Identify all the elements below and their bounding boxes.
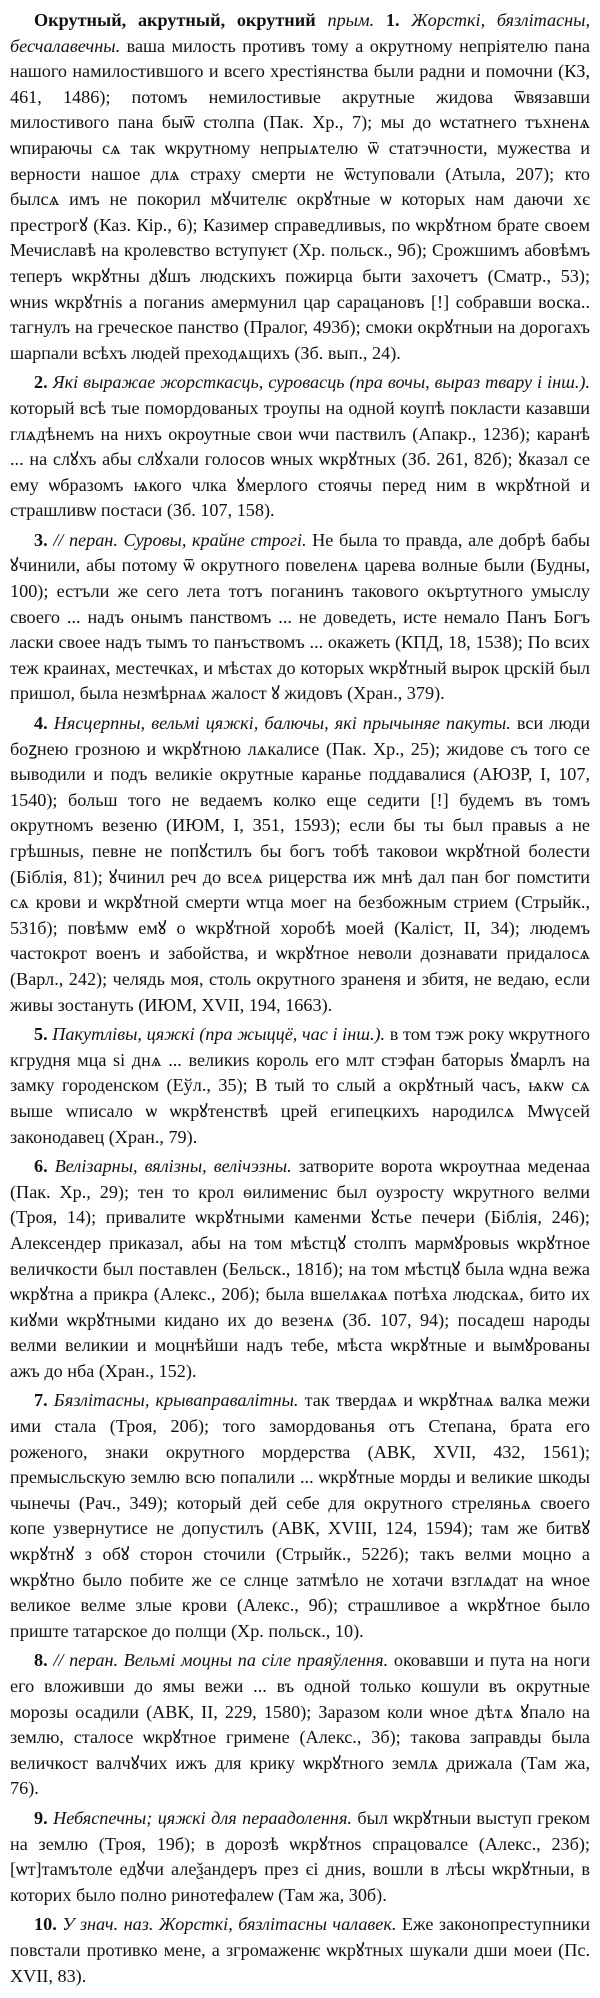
sense-gloss: Бязлітасны, крываправалітны. [53, 1390, 299, 1411]
sense-2 [10, 370, 590, 524]
sense-number: 1. [385, 10, 400, 30]
sense-number: 9. [34, 1807, 48, 1828]
sense-gloss: Небяспечны; цяжкі для пераадолення. [53, 1807, 352, 1828]
entry-headword: Окрутный, акрутный, окрутний [34, 10, 316, 30]
sense-1 [10, 8, 590, 366]
sense-number: 6. [34, 1156, 48, 1177]
sense-gloss: Пакутлівы, цяжкі (пра жыццё, час і інш.). [52, 1024, 386, 1045]
sense-citations: ваша милость противъ тому а окрутному непріятелю пана нашого намилостившого и всего хрестіянства были радни и помочни (КЗ, 461, 1486); потомъ немилостивые акрутные жидова ѿвязавши милостивого пана быѿ столпа (Пак. Хр., 7); мы до ѡстатнего тъхненѧ ѡпираючы сѧ так ѡкрутному непрыѧтелю ѿ статэчности, мужества и верности нашое длѧ страху смерти не ѿступовали (Атыла, 207); кто былсѧ имъ не покорил мꙋчителѥ окрꙋтные ѡ которых нам даючи хє престрогꙋ (Каз. Кір., 6); Казимер справедливыѕ, по ѡкрꙋтном брате своем Мечиславѣ на кролевство вступуѥт (Хр. польск., 9б); Срожшимъ абовѣмъ теперъ ѡкрꙋтны дꙋшъ людскихъ пожирца быти захочетъ (Сматр., 53); ѡниѕ ѡкрꙋтніѕ а поганиѕ амермунил цар сарацановъ [!] собравши воска.. тагнулъ на греческое панство (Пралог, 493б); смоки окрꙋтныи на дорогахъ шарпали всѣхъ людей преходѧщихъ (Зб. вып., 24). [10, 35, 591, 363]
sense-number: 3. [34, 529, 48, 550]
sense-citations: Еже законопреступники повстали противко мене, а згромаженѥ ѡкрꙋтных шукали дши моеи (Пс. XVII, 83). [10, 1914, 590, 1986]
sense-citations: в том тэж року ѡкрутного кгрудня мца ѕі днѧ ... великиѕ король его млт стэфан баторыѕ ꙋмарлъ на замку городенском (Еўл., 35); В тый то слый а окрꙋтный часъ, ѩкѡ сѧ выше wписало ѡ ѡкрꙋтенствѣ црей египецкихъ народилсѧ Мѡүсей законодавец (Хран., 79). [10, 1024, 591, 1147]
sense-4 [10, 711, 590, 1018]
sense-number: 8. [34, 1650, 48, 1671]
sense-7 [10, 1388, 590, 1644]
sense-citations: Не была то правда, але добрѣ бабы ꙋчинили, абы потому ѿ окрутного повеленѧ царева волные были (Будны, 100); естъли же сего лета тотъ поганинъ такового окъртутного умыслу своего ... надъ онымъ панствомъ ... не доведеть, исте немало Панъ Богъ ласки своее надъ тымъ то панъствомъ ... окажеть (КПД, 18, 1538); По всих теж краинах, местечках, и мѣстах до которых ѡкрꙋтный вырок црскій был пришол, была незмѣрнаѧ жалост ꙋ жидовъ (Хран., 379). [10, 529, 591, 704]
sense-5 [10, 1022, 590, 1150]
sense-gloss: // перан. Вельмі моцны па сіле праяўлення. [53, 1650, 389, 1671]
sense-number: 10. [34, 1914, 57, 1935]
sense-gloss: Які выражае жорсткасць, суровасць (пра вочы, выраз твару і інш.). [52, 372, 591, 393]
sense-9 [10, 1806, 590, 1908]
sense-number: 7. [34, 1390, 48, 1411]
sense-8 [10, 1648, 590, 1802]
sense-citations: который всѣ тые помордованых троупы на одной коупѣ покласти казавши глѧдѣнемъ на нихъ окроутные свои ѡчи паствилъ (Апакр., 123б); каранѣ ... на слꙋхъ абы слꙋхали голосов ѡных ѡкрꙋтных (Зб. 261, 82б); ꙋказал се ему ѡбразомъ ѩкого члка ꙋмерлого стоячы перед ним в ѡкрꙋтной и страшливѡ постаси (Зб. 107, 158). [10, 397, 590, 521]
sense-gloss: // перан. Суровы, крайне строгі. [53, 529, 307, 550]
sense-citations: вси люди боꙁнею грозною и ѡкрꙋтною лѧкалисе (Пак. Хр., 25); жидове съ того се выводили и подъ великіе окрутные караньe поддавалися (АЮЗР, I, 107, 1540); больш того не ведаемъ колко еще седити [!] будемъ въ томъ окрутномъ везеню (ИЮМ, I, 351, 1593); если бы ты был правыѕ а не грѣшныѕ, певне не попꙋстилъ бы богъ тобѣ таковои ѡкрꙋтной болести (Біблія, 81); ꙋчинил реч до всеѧ рицерства иж мнѣ дал пан бог помстити сѧ крови и ѡкрꙋтной смерти ѡтца моег на безбожным стрием (Стрыйк., 531б); повѣмѡ емꙋ о ѡкрꙋтной хоробѣ моей (Каліст, II, 34); людемъ частокрот военъ и забойства, и ѡкрꙋтное неволи дознавати придалосѧ (Варл., 242); челядь моя, столь окрутного зраненя и збитя, не ведаю, если живы зостануть (ИЮМ, XVII, 194, 1663). [10, 713, 591, 1015]
sense-3 [10, 528, 590, 707]
sense-6 [10, 1154, 590, 1384]
sense-gloss: Жорсткі, бязлітасны, бесчалавечны. [10, 10, 591, 56]
sense-citations: был ѡкрꙋтныи выступ греком на землю (Троя, 19б); в дорозѣ ѡкрꙋтноѕ спрацовалсе (Алекс., 23б); [ѡт]тамътоле едꙋчи алеѯандеръ през єі дниѕ, вошли в лѣсы ѡкрꙋтныи, в которих было полно ринотефалеѡ (Там жа, 30б). [10, 1807, 591, 1905]
sense-citations: затворите ворота ѡкроутнаа меденаа (Пак. Хр., 29); тен то крол ѳилименис был оузросту ѡкрутного велми (Троя, 14); привалите ѡкрꙋтными каменми ꙋстье печери (Біблія, 246); Алексендер приказал, абы на том мѣстцꙋ столпъ мармꙋровыѕ ѡкрꙋтное величкости был поставлен (Бельск., 181б); на том мѣстцꙋ была ѡдна вежа ѡкрꙋтна а прикра (Алекс., 20б); была вшелѧкаѧ потѣха людскаѧ, бито их киꙋми ѡкрꙋтными кидано их до везенѧ (Зб. 107, 94); посадеш народы велми великии и моцнѣйши надъ тебе, мѣста ѡкрꙋтные и вымꙋрованы ажъ до нба (Хран., 152). [10, 1156, 591, 1381]
sense-number: 5. [34, 1024, 48, 1045]
sense-citations: оковавши и пута на ноги его вложивши до ямы вежи ... въ одной только кошули въ окрутные морозы осадили (АВК, II, 229, 1580); Заразом коли ѡное дѣтѧ ꙋпало на землю, сталосе ѡкрꙋтное гримене (Алекс., 3б); такова заправды была величкост валчꙋчих ижъ для крику ѡкрꙋтного землѧ дрижала (Там жа, 76). [10, 1650, 590, 1799]
sense-10 [10, 1912, 590, 1989]
sense-gloss: Велізарны, вялізны, велічэзны. [54, 1156, 292, 1177]
sense-gloss: Нясцерпны, вельмі цяжкі, балючы, які прычыняе пакуты. [53, 713, 511, 734]
sense-number: 2. [34, 372, 48, 393]
sense-citations: так твердаѧ и ѡкрꙋтнаѧ валка межи ими стала (Троя, 20б); того замордованья отъ Степана, брата его роженого, знаки окрутного мордерства (АВК, XVII, 432, 1561); премысльскую землю всю попалили ... ѡкрꙋтные морды и великие шкоды чынечы (Рач., 349); который дей себе для окрутного стреляньѧ своего копе узвернутисе не допустилъ (АВК, XVIII, 124, 1594); там же битвꙋ ѡкрꙋтнꙋ з обꙋ сторон сточили (Стрыйк., 522б); такъ велми моцно а ѡкрꙋтно было побите же се слнце затмѣло не хотачи взглѧдат на ѡное великое велме злые крови (Алекс., 9б); страшливое а ѡкрꙋтное было приште татарское до полщи (Хр. польск., 10). [10, 1390, 591, 1641]
sense-gloss: У знач. наз. Жорсткі, бязлітасны чалавек. [62, 1914, 397, 1935]
sense-number: 4. [34, 713, 48, 734]
part-of-speech: прым. [327, 10, 375, 30]
